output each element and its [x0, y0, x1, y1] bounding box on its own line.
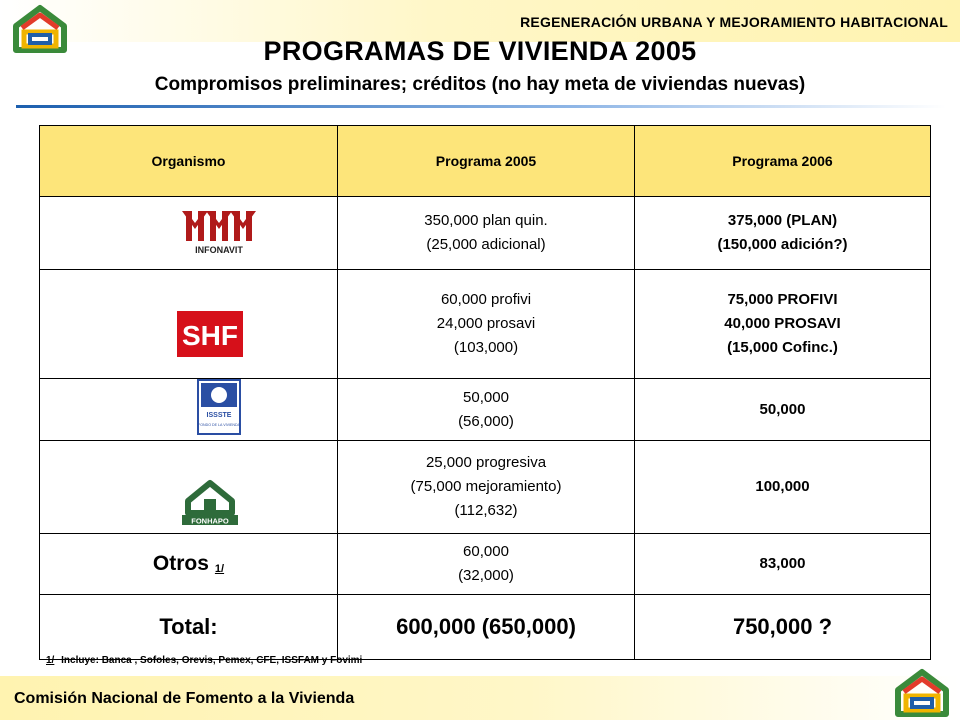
page-subtitle: Compromisos preliminares; créditos (no hay meta de viviendas nuevas)	[154, 74, 806, 95]
p2005-line: 24,000 prosavi	[436, 315, 536, 332]
p2005-lines	[338, 209, 634, 257]
table-header-row	[40, 126, 931, 197]
p2006-line: (15,000 Cofinc.)	[727, 339, 838, 356]
footnote-text: Incluye: Banca , Sofoles, Orevis, Pemex, CFE, ISSFAM y Fovimi	[61, 655, 363, 666]
org-cell-shf	[40, 270, 338, 379]
p2006-cell	[635, 197, 931, 270]
table-row	[40, 379, 931, 441]
org-cell-issste	[40, 379, 338, 441]
p2006-line: 40,000 PROSAVI	[724, 315, 841, 332]
org-cell-infonavit	[40, 197, 338, 270]
p2005-line: (103,000)	[453, 339, 519, 356]
p2005-line: (112,632)	[454, 502, 518, 519]
p2005-line: 50,000	[463, 388, 509, 406]
shf-logo	[177, 311, 243, 357]
page-title: PROGRAMAS DE VIVIENDA 2005	[263, 36, 697, 66]
table-row	[40, 441, 931, 534]
p2005-cell	[338, 441, 635, 534]
p2005-line: 60,000 profivi	[440, 291, 532, 308]
p2005-lines	[338, 451, 634, 523]
p2005-line: (25,000 adicional)	[426, 236, 546, 253]
otros-label: Otros	[152, 552, 209, 575]
svg-text:ISSSTE: ISSSTE	[206, 412, 231, 419]
p2006-lines	[635, 475, 930, 499]
total-p2005: 600,000 (650,000)	[338, 595, 635, 660]
table-row	[40, 534, 931, 595]
p2005-cell	[338, 270, 635, 379]
svg-text:INFONAVIT: INFONAVIT	[194, 244, 243, 255]
p2006-cell	[635, 534, 931, 595]
otros-footnote-mark: 1/	[214, 563, 225, 575]
p2005-line: 350,000 plan quin.	[424, 212, 548, 229]
p2006-line: 375,000 (PLAN)	[727, 212, 838, 229]
p2005-cell	[338, 379, 635, 441]
org-cell-fonhapo	[40, 441, 338, 534]
fonhapo-logo	[182, 479, 238, 525]
p2006-cell	[635, 270, 931, 379]
table-total-row	[40, 595, 931, 660]
p2005-lines	[338, 288, 634, 360]
table-row	[40, 197, 931, 270]
total-label: Total:	[40, 595, 338, 660]
header-org-line: REGENERACIÓN URBANA Y MEJORAMIENTO HABITACIONAL	[520, 14, 948, 30]
p2006-line: (150,000 adición?)	[717, 236, 848, 253]
p2006-line: 100,000	[755, 478, 810, 495]
total-p2006: 750,000 ?	[635, 595, 931, 660]
conafovi-house-logo-bottom	[892, 668, 952, 720]
org-cell-otros	[40, 534, 338, 595]
column-header-programa-2006: Programa 2006	[635, 126, 931, 197]
p2005-line: 60,000	[463, 543, 509, 560]
p2005-cell	[338, 534, 635, 595]
p2006-line: 75,000 PROFIVI	[727, 291, 838, 308]
housing-programs-table	[39, 125, 931, 660]
p2006-cell	[635, 379, 931, 441]
p2005-line: 25,000 progresiva	[425, 454, 547, 471]
infonavit-logo	[182, 205, 256, 257]
svg-text:FONHAPO: FONHAPO	[190, 516, 229, 525]
column-header-programa-2005: Programa 2005	[338, 126, 635, 197]
p2006-cell	[635, 441, 931, 534]
column-header-organismo: Organismo	[40, 126, 338, 197]
footer-org: Comisión Nacional de Fomento a la Vivienda	[14, 690, 355, 707]
p2006-lines	[635, 398, 930, 422]
p2005-cell	[338, 197, 635, 270]
footnote-mark: 1/	[46, 655, 55, 666]
p2005-lines	[338, 540, 634, 588]
p2006-lines	[635, 209, 930, 257]
svg-text:FONDO DE LA VIVIENDA: FONDO DE LA VIVIENDA	[197, 423, 240, 427]
p2005-line: (75,000 mejoramiento)	[410, 478, 562, 495]
p2006-lines	[635, 552, 930, 576]
p2006-line: 50,000	[759, 400, 806, 418]
table-row	[40, 270, 931, 379]
title-divider	[16, 105, 946, 108]
p2005-lines	[338, 386, 634, 434]
footnote	[46, 655, 362, 666]
p2005-line: (56,000)	[458, 412, 514, 430]
svg-text:SHF: SHF	[181, 319, 238, 351]
p2005-line: (32,000)	[458, 567, 514, 584]
p2006-lines	[635, 288, 930, 360]
issste-logo	[197, 379, 241, 435]
p2006-line: 83,000	[759, 555, 806, 572]
